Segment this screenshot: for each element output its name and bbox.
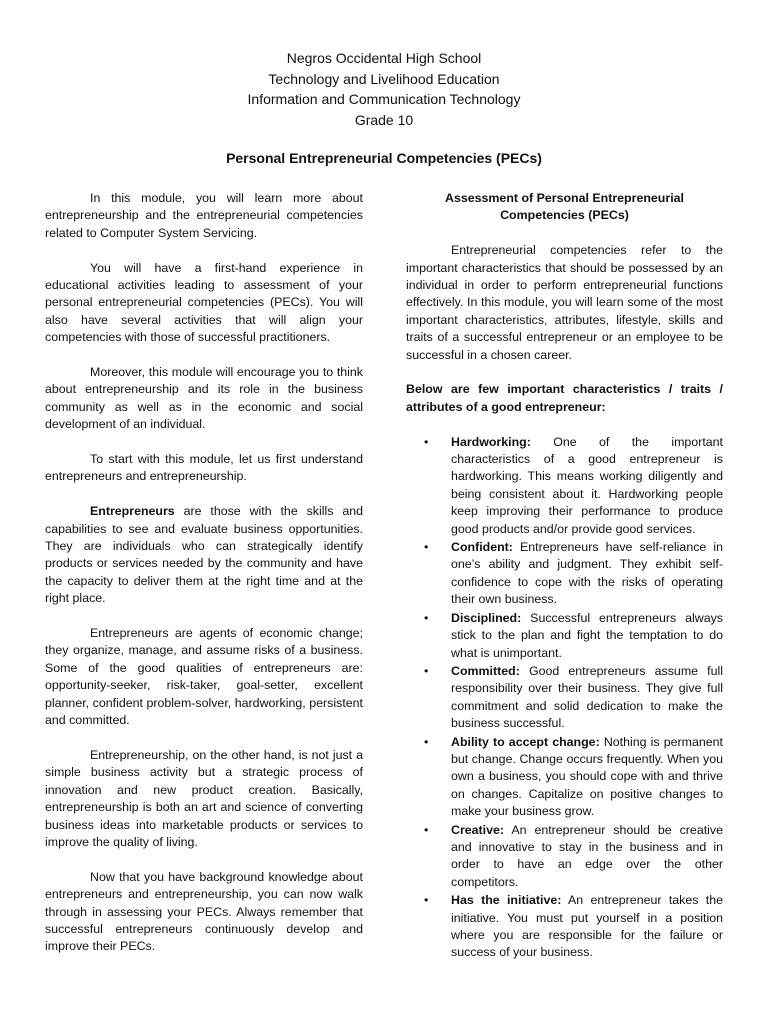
- trait-text: Nothing is permanent but change. Change occurs frequently. When you own a business, you should cope with and thrive on changes. Capitalize on positive changes to make your business grow.: [451, 734, 723, 819]
- trait-term: Hardworking:: [451, 434, 531, 449]
- bullet-icon: •: [424, 540, 429, 555]
- paragraph-experience: You will have a first-hand experience in educational activities leading to assessment of your personal entrepreneurial competencies (PECs). You will also have several activities that will align your competencies with those of successful practitioners.: [45, 260, 363, 345]
- assessment-subheading: Assessment of Personal Entrepreneurial Competencies (PECs): [445, 191, 684, 223]
- trait-text: Entrepreneurs have self-reliance in one’s ability and judgment. They exhibit self-confidence to cope with the risks of operating their own business.: [451, 540, 723, 607]
- paragraph-competencies-intro: Entrepreneurial competencies refer to the important characteristics that should be possessed by an individual in order to perform entrepreneurial functions effectively. In this module, you will learn some of the most important characteristics, attributes, lifestyle, skills and traits of a successful entrepreneur or an employee to be successful in a chosen career.: [406, 243, 723, 362]
- list-item: [406, 610, 723, 662]
- trait-text: One of the important characteristics of a good entrepreneur is hardworking. This means working diligently and being consistent about it. Hardworking people keep improving their performance to produce good products and/or provide good services.: [451, 434, 723, 536]
- document-header: [0, 48, 768, 131]
- trait-term: Committed:: [451, 663, 520, 678]
- page-title: Personal Entrepreneurial Competencies (PECs): [226, 150, 542, 166]
- list-item: [406, 734, 723, 821]
- paragraph-entrepreneurship: Entrepreneurship, on the other hand, is not just a simple business activity but a strategic process of innovation and new product creation. Basically, entrepreneurship is both an art and science of converting business ideas into marketable products or services to improve the quality of living.: [45, 747, 363, 849]
- school-name: Negros Occidental High School: [286, 50, 482, 66]
- strand-name: Information and Communication Technology: [247, 91, 521, 108]
- bullet-icon: •: [424, 610, 429, 625]
- trait-term: Confident:: [451, 540, 513, 555]
- bullet-icon: •: [424, 893, 429, 908]
- trait-term: Ability to accept change:: [451, 734, 600, 749]
- traits-list-heading: Below are few important characteristics / traits / attributes of a good entrepreneur:: [406, 382, 723, 414]
- paragraph-entrepreneurs-definition: [45, 503, 363, 607]
- bullet-icon: •: [424, 434, 429, 449]
- bullet-icon: •: [424, 734, 429, 749]
- trait-term: Creative:: [451, 822, 505, 837]
- trait-text: An entrepreneur should be creative and innovative to stay in the business and in order to have an edge over the other competitors.: [451, 822, 723, 889]
- paragraph-encourage: Moreover, this module will encourage you to think about entrepreneurship and its role in the business community as well as in the economic and social development of an individual.: [45, 365, 363, 432]
- trait-term: Disciplined:: [451, 610, 522, 625]
- paragraph-agents: Entrepreneurs are agents of economic change; they organize, manage, and assume risks of a business. Some of the good qualities of entrepreneurs are: opportunity-seeker, risk-taker, goal-setter, excellent planner, confident problem-solver, hardworking, persistent and committed.: [45, 626, 363, 728]
- list-item: [406, 822, 723, 892]
- right-column: [406, 190, 723, 963]
- traits-list: [406, 434, 723, 962]
- trait-text: Good entrepreneurs assume full responsibility over their business. They give full commitment and solid dedication to make the business successful.: [451, 663, 723, 731]
- list-item: [406, 663, 723, 733]
- left-column: [45, 190, 363, 973]
- list-item: [406, 892, 723, 962]
- paragraph-conclusion: Now that you have background knowledge about entrepreneurs and entrepreneurship, you can now walk through in assessing your PECs. Always remember that successful entrepreneurs continuously develop and improve their PECs.: [45, 869, 363, 954]
- trait-text: An entrepreneur takes the initiative. You must put yourself in a position where you are responsible for the failure or success of your business.: [451, 893, 724, 960]
- paragraph-intro: In this module, you will learn more about entrepreneurship and the entrepreneurial competencies related to Computer System Servicing.: [45, 191, 363, 240]
- term-entrepreneurs: Entrepreneurs: [90, 504, 175, 519]
- trait-text: Successful entrepreneurs always stick to the plan and fight the temptation to do what is unimportant.: [451, 610, 723, 660]
- grade-level: Grade 10: [354, 112, 414, 129]
- list-item: [406, 539, 723, 609]
- list-item: [406, 434, 723, 538]
- bullet-icon: •: [424, 822, 429, 837]
- trait-term: Has the initiative:: [451, 893, 562, 908]
- definition-text: are those with the skills and capabilities to see and evaluate business opportunities. They are individuals who can strategically identify products or services needed by the community and have the capacity to deliver them at the right time and at the right place.: [45, 504, 363, 606]
- subject-name: Technology and Livelihood Education: [268, 70, 500, 87]
- bullet-icon: •: [424, 663, 429, 678]
- paragraph-start: To start with this module, let us first understand entrepreneurs and entrepreneurship.: [45, 452, 363, 484]
